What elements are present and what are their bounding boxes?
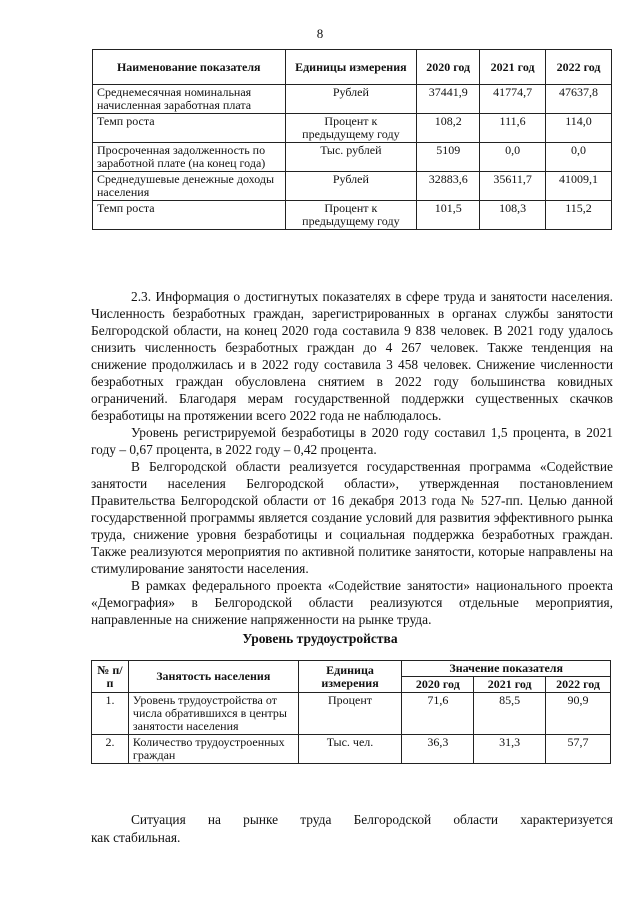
value-2022-cell: 115,2 — [546, 201, 612, 230]
header-2022: 2022 год — [546, 677, 611, 693]
section-title: Уровень трудоустройства — [242, 631, 398, 646]
closing-word: Белгородской — [353, 812, 432, 827]
employment-cell: Уровень трудоустройства от числа обратившихся в центры занятости населения — [128, 693, 298, 735]
closing-word: области — [453, 812, 499, 827]
value-2020-cell: 5109 — [417, 143, 480, 172]
value-2022-cell: 41009,1 — [546, 172, 612, 201]
header-indicator: Наименование показателя — [93, 50, 286, 85]
closing-word: Ситуация — [131, 812, 186, 827]
page-number: 8 — [316, 26, 324, 41]
indicator-cell: Просроченная задолженность по заработной плате (на конец года) — [93, 143, 286, 172]
header-2022: 2022 год — [546, 50, 612, 85]
header-value-group: Значение показателя — [402, 661, 611, 677]
header-2021: 2021 год — [480, 50, 546, 85]
header-2020: 2020 год — [402, 677, 474, 693]
unit-cell: Рублей — [285, 172, 417, 201]
employment-level-table — [91, 660, 611, 764]
paragraph: 2.3. Информация о достигнутых показателях в сфере труда и занятости населения. Численность безработных граждан, зарегистрированных в органах службы занятости Белгородской области, на конец 2020 года составила 9 838 человек. В 2021 году удалось снизить численность безработных граждан до 4 267 человек. Также тенденция на снижение продолжилась и в 2022 году составила 3 458 человек. Снижение численности безработных граждан обусловлена снятием в 2022 году большинства ковидных ограничений. Благодаря мерам государственной поддержки существенных скачков безработицы на протяжении всего 2022 года не наблюдалось. — [91, 289, 613, 423]
value-2022-cell: 114,0 — [546, 114, 612, 143]
unit-cell: Тыс. рублей — [285, 143, 417, 172]
value-2021-cell: 0,0 — [480, 143, 546, 172]
value-2020-cell: 32883,6 — [417, 172, 480, 201]
paragraph: В Белгородской области реализуется государственная программа «Содействие занятости населения Белгородской области», утвержденная постановлением Правительства Белгородской области от 16 декабря 2013 года № 527-пп. Целью данной государственной программы является создание условий для развития эффективного рынка труда, снижение уровня безработицы и социальная поддержка безработных граждан. Также реализуются мероприятия по активной политике занятости, которые направлены на стимулирование занятости населения. — [91, 459, 613, 576]
table-header-row — [93, 50, 612, 85]
unit-cell: Рублей — [285, 85, 417, 114]
header-num: № п/п — [92, 661, 129, 693]
paragraph: В рамках федерального проекта «Содействие занятости» национального проекта «Демография» в Белгородской области реализуются отдельные мероприятия, направленные на снижение напряженности на рынке труда. — [91, 578, 613, 627]
table-row — [93, 114, 612, 143]
closing-line-1 — [91, 811, 613, 829]
header-employment: Занятость населения — [128, 661, 298, 693]
value-2021-cell: 108,3 — [480, 201, 546, 230]
value-2021-cell: 41774,7 — [480, 85, 546, 114]
value-2022-cell: 0,0 — [546, 143, 612, 172]
value-2022-cell: 47637,8 — [546, 85, 612, 114]
value-2020-cell: 108,2 — [417, 114, 480, 143]
closing-line-2: как стабильная. — [91, 830, 181, 845]
value-2021-cell: 85,5 — [474, 693, 546, 735]
indicator-cell: Темп роста — [93, 114, 286, 143]
value-2020-cell: 36,3 — [402, 735, 474, 764]
value-2022-cell: 90,9 — [546, 693, 611, 735]
table-row — [93, 172, 612, 201]
value-2021-cell: 31,3 — [474, 735, 546, 764]
table-row — [93, 143, 612, 172]
employment-cell: Количество трудоустроенных граждан — [128, 735, 298, 764]
unit-cell: Процент к предыдущему году — [285, 114, 417, 143]
indicator-cell: Среднедушевые денежные доходы населения — [93, 172, 286, 201]
table-row — [93, 201, 612, 230]
header-unit: Единицы измерения — [285, 50, 417, 85]
value-2022-cell: 57,7 — [546, 735, 611, 764]
wage-indicators-table — [92, 49, 612, 230]
table-header-row — [92, 661, 611, 677]
closing-text — [91, 811, 613, 847]
unit-cell: Тыс. чел. — [298, 735, 402, 764]
table-row — [93, 85, 612, 114]
closing-word: рынке — [243, 812, 279, 827]
body-text — [91, 288, 613, 628]
num-cell: 2. — [92, 735, 129, 764]
header-unit: Единица измерения — [298, 661, 402, 693]
value-2020-cell: 101,5 — [417, 201, 480, 230]
table-row — [92, 693, 611, 735]
paragraph: Уровень регистрируемой безработицы в 2020 году составил 1,5 процента, в 2021 году – 0,67 процента, в 2022 году – 0,42 процента. — [91, 425, 613, 457]
closing-word: на — [207, 812, 221, 827]
unit-cell: Процент — [298, 693, 402, 735]
indicator-cell: Темп роста — [93, 201, 286, 230]
closing-word: характеризуется — [520, 812, 613, 827]
value-2020-cell: 71,6 — [402, 693, 474, 735]
value-2021-cell: 35611,7 — [480, 172, 546, 201]
value-2020-cell: 37441,9 — [417, 85, 480, 114]
closing-word: труда — [300, 812, 332, 827]
header-2021: 2021 год — [474, 677, 546, 693]
header-2020: 2020 год — [417, 50, 480, 85]
value-2021-cell: 111,6 — [480, 114, 546, 143]
unit-cell: Процент к предыдущему году — [285, 201, 417, 230]
num-cell: 1. — [92, 693, 129, 735]
table-row — [92, 735, 611, 764]
indicator-cell: Среднемесячная номинальная начисленная заработная плата — [93, 85, 286, 114]
